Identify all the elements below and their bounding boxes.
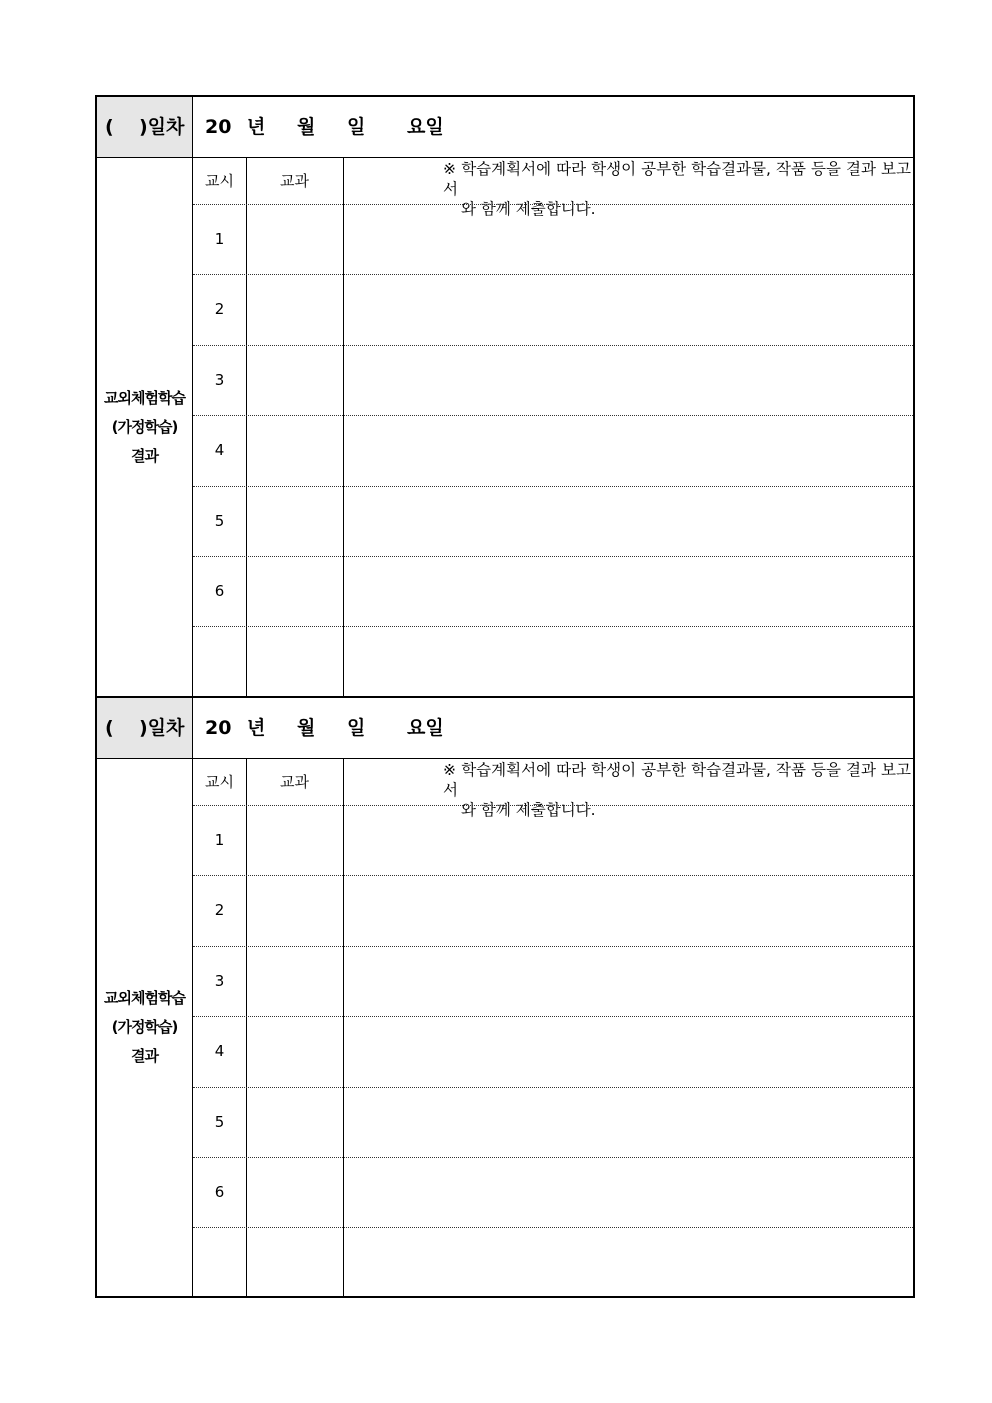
- period-number: 4: [214, 1042, 225, 1060]
- col-header-subject: 교과: [280, 773, 309, 791]
- date-cell[interactable]: [193, 97, 913, 157]
- side-label: [97, 158, 193, 696]
- row-divider: [193, 204, 913, 205]
- period-number: 6: [214, 1183, 225, 1201]
- row-divider: [193, 274, 913, 275]
- day-label-date: 일: [347, 116, 366, 138]
- period-number: 5: [214, 512, 225, 530]
- row-divider: [193, 805, 913, 806]
- day-number-cell[interactable]: [97, 698, 193, 758]
- row-divider: [193, 556, 913, 557]
- row-divider: [193, 345, 913, 346]
- period-number: 3: [214, 972, 225, 990]
- period-number: 6: [214, 582, 225, 600]
- side-label-line: (가정학습): [111, 1018, 178, 1036]
- side-label: [97, 759, 193, 1296]
- col-header-subject: 교과: [280, 172, 309, 190]
- day-open-paren: (: [105, 717, 114, 739]
- column-divider: [246, 759, 247, 1296]
- row-divider: [193, 1016, 913, 1017]
- report-form: [95, 95, 915, 1298]
- weekday-label: 요일: [407, 116, 444, 138]
- side-label-line: 결과: [131, 446, 158, 465]
- day-label: )일차: [139, 717, 185, 739]
- year-prefix: 20: [205, 116, 232, 138]
- period-number: 3: [214, 371, 225, 389]
- year-label: 년: [247, 116, 266, 138]
- row-divider: [193, 1157, 913, 1158]
- month-label: 월: [297, 116, 316, 138]
- col-header-period: 교시: [205, 172, 234, 190]
- period-number: 1: [214, 831, 225, 849]
- year-prefix: 20: [205, 717, 232, 739]
- col-header-period: 교시: [205, 773, 234, 791]
- row-divider: [193, 626, 913, 627]
- period-number: 2: [214, 300, 225, 318]
- note-line: 와 함께 제출합니다.: [461, 200, 596, 218]
- period-number: 5: [214, 1113, 225, 1131]
- note-line: 와 함께 제출합니다.: [461, 801, 596, 819]
- date-cell[interactable]: [193, 698, 913, 758]
- row-divider: [193, 946, 913, 947]
- day-label: )일차: [139, 116, 185, 138]
- year-label: 년: [247, 717, 266, 739]
- row-divider: [193, 486, 913, 487]
- note-line: ※ 학습계획서에 따라 학생이 공부한 학습결과물, 작품 등을 결과 보고서: [443, 160, 911, 198]
- day-block-1: [97, 97, 913, 696]
- day-block-2: [97, 696, 913, 1296]
- row-divider: [193, 1087, 913, 1088]
- instruction-note: [443, 159, 911, 219]
- instruction-note: [443, 760, 911, 820]
- day-header: [97, 97, 913, 158]
- period-number: 4: [214, 441, 225, 459]
- weekday-label: 요일: [407, 717, 444, 739]
- side-label-line: (가정학습): [111, 417, 178, 436]
- side-label-line: 교외체험학습: [104, 388, 185, 407]
- result-grid: [193, 759, 913, 1296]
- month-label: 월: [297, 717, 316, 739]
- day-number-cell[interactable]: [97, 97, 193, 157]
- row-divider: [193, 415, 913, 416]
- column-divider: [343, 158, 344, 696]
- row-divider: [193, 875, 913, 876]
- column-divider: [246, 158, 247, 696]
- day-open-paren: (: [105, 116, 114, 138]
- day-label-date: 일: [347, 717, 366, 739]
- result-grid: [193, 158, 913, 696]
- note-line: ※ 학습계획서에 따라 학생이 공부한 학습결과물, 작품 등을 결과 보고서: [443, 761, 911, 799]
- side-label-line: 교외체험학습: [104, 989, 185, 1007]
- period-number: 1: [214, 230, 225, 248]
- row-divider: [193, 1227, 913, 1228]
- side-label-line: 결과: [131, 1047, 158, 1065]
- day-header: [97, 698, 913, 759]
- column-divider: [343, 759, 344, 1296]
- period-number: 2: [214, 901, 225, 919]
